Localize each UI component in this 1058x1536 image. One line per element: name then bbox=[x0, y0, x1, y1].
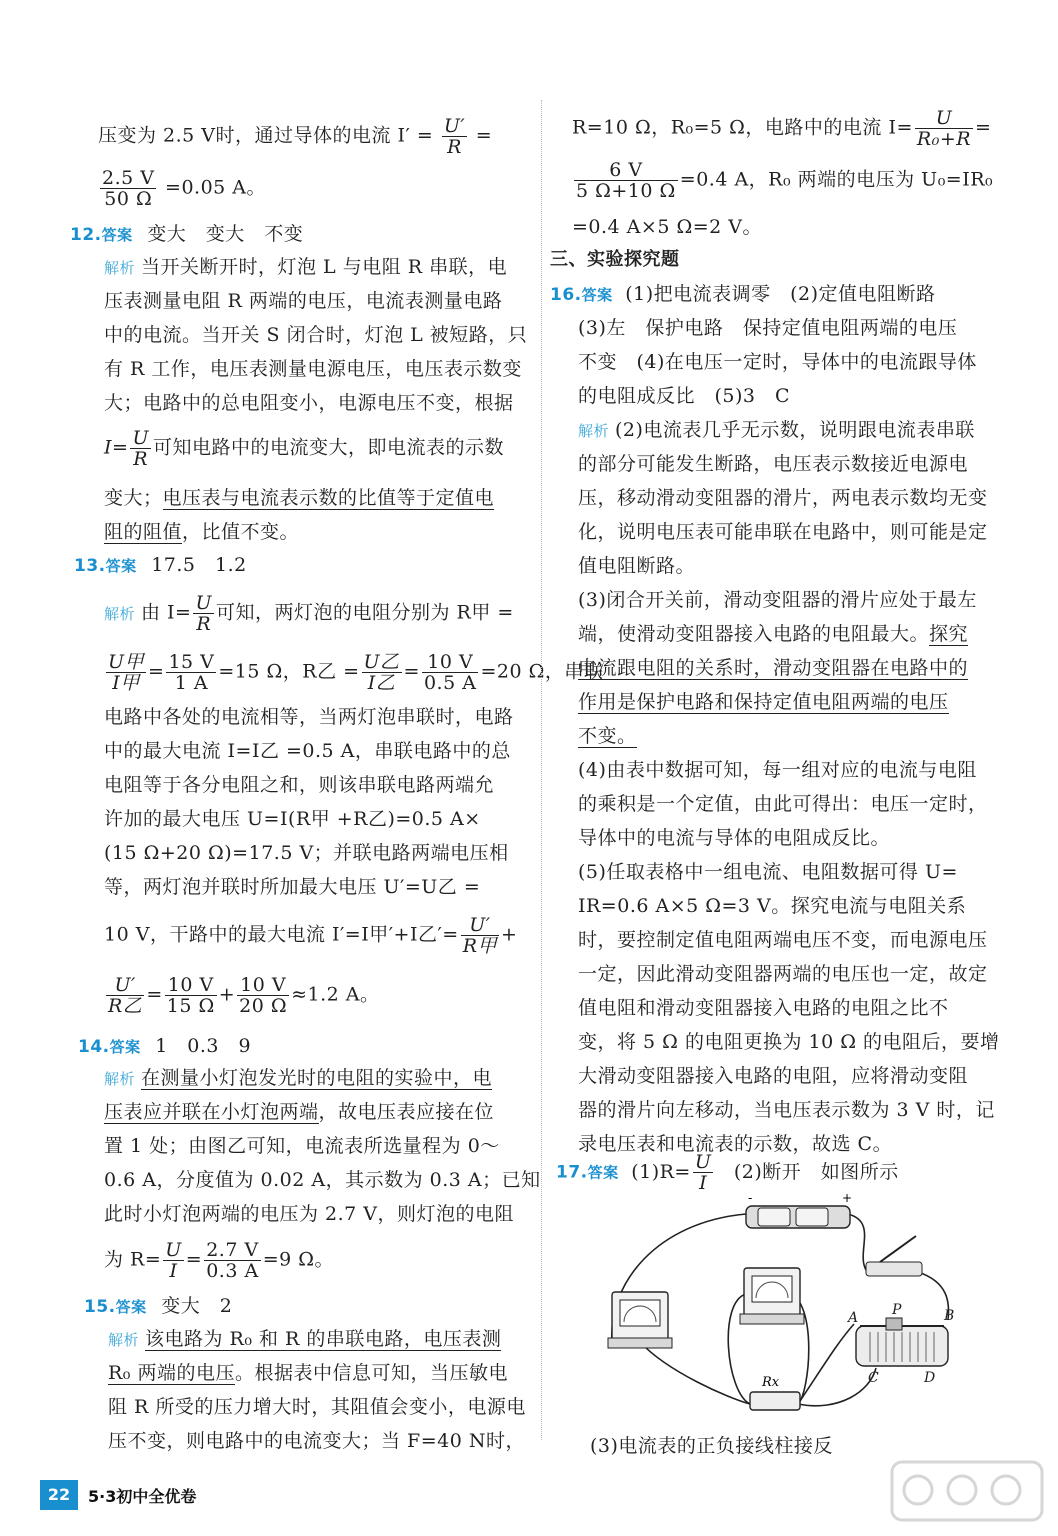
label-a: A bbox=[848, 1310, 859, 1326]
answer-tag: 答案 bbox=[109, 1038, 141, 1056]
text-line bbox=[98, 168, 266, 209]
text-line bbox=[104, 520, 299, 544]
text-line: (4)由表中数据可知，每一组对应的电流与电阻 bbox=[578, 759, 977, 781]
question-number: 12. bbox=[70, 225, 102, 245]
numerator: U bbox=[915, 108, 973, 129]
question-number: 16. bbox=[550, 285, 582, 305]
text-line: 等，两灯泡并联时所加最大电压 U′=U乙 = bbox=[104, 876, 481, 898]
label-p: P bbox=[892, 1302, 902, 1318]
denominator: I bbox=[169, 1260, 178, 1282]
underlined-text: R₀ 两端的电压 bbox=[108, 1362, 235, 1384]
underlined-text: 压表应并联在小灯泡两端 bbox=[104, 1101, 319, 1123]
text-line: 中的最大电流 I=I乙 =0.5 A，串联电路中的总 bbox=[104, 740, 511, 762]
text-line: 化，说明电压表可能串联在电路中，则可能是定 bbox=[578, 521, 988, 543]
fraction bbox=[574, 160, 678, 201]
text-line: 变，将 5 Ω 的电阻更换为 10 Ω 的电阻后，要增 bbox=[578, 1031, 1000, 1053]
question-12-answer bbox=[70, 222, 303, 247]
book-title: 5·3初中全优卷 bbox=[88, 1487, 197, 1506]
text: ，故电压表应接在位 bbox=[318, 1101, 495, 1123]
text: ，比值不变。 bbox=[182, 521, 300, 543]
fraction bbox=[130, 428, 151, 469]
text: =15 Ω，R乙 = bbox=[218, 660, 360, 683]
text: ≈1.2 A。 bbox=[291, 983, 380, 1006]
label-c: C bbox=[868, 1370, 879, 1386]
text-line: 值电阻断路。 bbox=[578, 555, 696, 577]
text-line bbox=[98, 116, 492, 157]
explanation-tag: 解析 bbox=[104, 259, 136, 277]
ammeter-icon bbox=[608, 1292, 672, 1348]
text-line: (5)任取表格中一组电流、电阻数据可得 U= bbox=[578, 861, 958, 883]
answer-tag: 答案 bbox=[105, 557, 137, 575]
text-line bbox=[104, 1066, 492, 1091]
numerator: U′ bbox=[443, 115, 466, 137]
numerator: 10 V bbox=[237, 975, 289, 996]
text-line: 许加的最大电压 U=I(R甲 +R乙)=0.5 A× bbox=[104, 808, 481, 830]
text: R=10 Ω，R₀=5 Ω，电路中的电流 I= bbox=[572, 116, 913, 139]
underlined-text: 阻的阻值 bbox=[104, 521, 183, 543]
fraction bbox=[461, 915, 499, 956]
question-number: 13. bbox=[74, 556, 106, 576]
underlined-text: 该电路为 R₀ 和 R 的串联电路，电压表测 bbox=[145, 1328, 502, 1350]
text: + bbox=[501, 923, 518, 946]
explanation-tag: 解析 bbox=[104, 1070, 136, 1088]
question-13-answer bbox=[74, 553, 247, 578]
explanation-tag: 解析 bbox=[578, 422, 610, 440]
battery-icon bbox=[746, 1192, 852, 1228]
text-line: 压表测量电阻 R 两端的电压，电流表测量电路 bbox=[104, 290, 503, 312]
numerator: U bbox=[195, 592, 212, 614]
text: 变大； bbox=[104, 487, 163, 509]
text-line bbox=[104, 486, 494, 510]
text-line: 有 R 工作，电压表测量电源电压，电压表示数变 bbox=[104, 358, 522, 380]
numerator: U乙 bbox=[363, 651, 400, 673]
text: = bbox=[475, 124, 493, 147]
text-line bbox=[578, 418, 975, 443]
answer-text: 1 0.3 9 bbox=[155, 1035, 252, 1057]
fraction bbox=[193, 593, 214, 634]
wire-ammeter-rx bbox=[640, 1342, 750, 1404]
text: (2)断开 如图所示 bbox=[733, 1160, 899, 1183]
text-line: 值电阻和滑动变阻器接入电路的电阻之比不 bbox=[578, 997, 949, 1019]
text: =20 Ω，串联 bbox=[480, 660, 604, 683]
denominator: R₀+R bbox=[916, 128, 972, 150]
text-line bbox=[572, 160, 993, 201]
text-line: 电路中各处的电流相等，当两灯泡串联时，电路 bbox=[104, 706, 514, 728]
denominator: R bbox=[447, 136, 462, 158]
numerator: U bbox=[165, 1239, 182, 1261]
explanation-tag: 解析 bbox=[104, 604, 136, 623]
text-line bbox=[108, 1327, 501, 1352]
column-divider bbox=[541, 100, 542, 1440]
section-heading: 三、实验探究题 bbox=[550, 249, 680, 270]
question-15-answer bbox=[84, 1294, 232, 1319]
fraction bbox=[106, 652, 146, 693]
text: 由 I= bbox=[141, 601, 192, 624]
numerator: 2.5 V bbox=[102, 167, 155, 189]
denominator: R甲 bbox=[462, 935, 498, 957]
text-line: 为 R= $\frac{U}{I}$ = $\frac{2.7 V}{0.3 A}$ =9 Ω。 bbox=[104, 1239, 334, 1282]
label-b: B bbox=[944, 1308, 955, 1324]
page-number: 22 bbox=[40, 1480, 78, 1510]
text-line: 时，要控制定值电阻两端电压不变，而电源电压 bbox=[578, 929, 988, 951]
numerator: 10 V bbox=[165, 975, 217, 996]
text-line: 不变 (4)在电压一定时，导体中的电流跟导体 bbox=[578, 351, 977, 373]
text-line: 中的电流。当开关 S 闭合时，灯泡 L 被短路，只 bbox=[104, 324, 528, 346]
text-line: 的乘积是一个定值，由此可得出：电压一定时， bbox=[578, 793, 988, 815]
fraction bbox=[693, 1152, 714, 1193]
text: =9 Ω。 bbox=[262, 1248, 334, 1271]
text-line: 0.6 A，分度值为 0.02 A，其示数为 0.3 A；已知 bbox=[104, 1169, 541, 1191]
question-16-answer bbox=[550, 282, 936, 307]
fraction bbox=[442, 116, 467, 157]
fraction bbox=[422, 652, 478, 693]
fraction bbox=[237, 975, 289, 1016]
text-line: 大滑动变阻器接入电路的电阻，应将滑动变阻 bbox=[578, 1065, 969, 1087]
text-line: 此时小灯泡两端的电压为 2.7 V，则灯泡的电阻 bbox=[104, 1203, 515, 1225]
numerator: U bbox=[694, 1151, 712, 1173]
switch-icon bbox=[866, 1236, 922, 1276]
text-line bbox=[578, 690, 949, 714]
text-line bbox=[104, 915, 517, 956]
text: 压变为 2.5 V时，通过导体的电流 I′ = bbox=[98, 124, 434, 147]
explanation-tag: 解析 bbox=[108, 1331, 140, 1349]
denominator: I乙 bbox=[367, 672, 396, 694]
numerator: 6 V bbox=[574, 160, 678, 181]
underlined-text: 在测量小灯泡发光时的电阻的实验中，电 bbox=[141, 1067, 493, 1089]
text: (2)电流表几乎无示数，说明跟电流表串联 bbox=[615, 419, 975, 441]
fraction bbox=[163, 1240, 184, 1281]
denominator: R bbox=[133, 448, 149, 470]
text: 端，使滑动变阻器接入电路的电阻最大。 bbox=[578, 623, 930, 645]
underlined-text: 不变。 bbox=[578, 725, 637, 747]
text: = bbox=[975, 116, 992, 139]
numerator: U′ bbox=[461, 915, 499, 936]
numerator: U甲 bbox=[108, 651, 145, 673]
text-line: 器的滑片向左移动，当电压表示数为 3 V 时，记 bbox=[578, 1099, 995, 1121]
fraction bbox=[204, 1240, 260, 1281]
watermark-logo bbox=[888, 1456, 1048, 1526]
text: 10 V，干路中的最大电流 I′=I甲′+I乙′= bbox=[104, 923, 459, 946]
text-line: 阻 R 所受的压力增大时，其阻值会变小，电源电 bbox=[108, 1396, 526, 1418]
text-line: 的部分可能发生断路，电压表示数接近电源电 bbox=[578, 453, 969, 475]
fraction bbox=[165, 975, 217, 1016]
answer-tag: 答案 bbox=[115, 1298, 147, 1316]
answer-tag: 答案 bbox=[587, 1163, 619, 1182]
denominator: R乙 bbox=[108, 995, 143, 1017]
answer-tag: 答案 bbox=[581, 286, 613, 304]
underlined-text: 探究 bbox=[929, 623, 969, 645]
text-line bbox=[104, 255, 507, 280]
question-17-answer bbox=[556, 1152, 899, 1193]
voltmeter-icon bbox=[740, 1268, 804, 1324]
text-line bbox=[578, 656, 968, 680]
text: 可知电路中的电流变大，即电流表的示数 bbox=[152, 436, 504, 459]
text-line bbox=[108, 1361, 508, 1385]
text: 当开关断开时，灯泡 L 与电阻 R 串联，电 bbox=[141, 256, 508, 278]
denominator: 15 Ω bbox=[166, 995, 215, 1017]
text-line: 压不变，则电路中的电流变大；当 F=40 N时， bbox=[108, 1430, 525, 1452]
text-line bbox=[104, 428, 504, 469]
denominator: I bbox=[699, 1172, 708, 1194]
resistor-rx-icon bbox=[750, 1375, 800, 1410]
label-rx: Rx bbox=[762, 1375, 780, 1390]
denominator: 1 A bbox=[174, 672, 209, 694]
text-line: 导体中的电流与导体的电阻成反比。 bbox=[578, 827, 891, 849]
text-line: 电阻等于各分电阻之和，则该串联电路两端允 bbox=[104, 774, 495, 796]
battery-plus: + bbox=[842, 1192, 853, 1205]
text-line bbox=[572, 108, 991, 149]
answer-text: 变大 2 bbox=[161, 1295, 233, 1317]
text: 可知，两灯泡的电阻分别为 R甲 = bbox=[216, 601, 514, 624]
text-line: 录电压表和电流表的示数，故选 C。 bbox=[578, 1133, 893, 1155]
question-14-answer bbox=[78, 1034, 251, 1059]
answer-text: 17.5 1.2 bbox=[151, 554, 247, 576]
wire-battery-switch bbox=[848, 1214, 866, 1270]
underlined-text: 作用是保护电路和保持定值电阻两端的电压 bbox=[578, 691, 949, 713]
text-line: $\frac{U'}{\text{R乙}}$ = $\frac{10 V}{15 \Omega}$ + $\frac{10 V}{20 \Omega}$ ≈1.2 A。 bbox=[108, 974, 380, 1017]
text: =0.05 A。 bbox=[165, 176, 267, 199]
text-line: (3)左 保护电路 保持定值电阻两端的电压 bbox=[578, 317, 958, 339]
answer-text: 变大 变大 不变 bbox=[147, 223, 304, 245]
text: 为 R= bbox=[104, 1248, 162, 1271]
underlined-text: 电流跟电阻的关系时，滑动变阻器在电路中的 bbox=[578, 657, 969, 679]
numerator: U′ bbox=[106, 975, 144, 996]
denominator: R bbox=[196, 613, 212, 635]
answer-text: (1)把电流表调零 (2)定值电阻断路 bbox=[625, 283, 936, 305]
text-line: (15 Ω+20 Ω)=17.5 V；并联电路两端电压相 bbox=[104, 842, 509, 864]
fraction bbox=[100, 168, 156, 209]
text-line: 大；电路中的总电阻变小，电源电压不变，根据 bbox=[104, 392, 514, 414]
text-line: $\frac{\text{U甲}}{\text{I甲}}$ = $\frac{15 V}{1 A}$ =15 Ω，R乙 = $\frac{\text{U乙}}{\text{I乙}}$ = $\frac{10 V}{0.5 A}$ =20 Ω，串联 bbox=[108, 651, 604, 694]
text-line bbox=[578, 622, 968, 646]
text-line bbox=[104, 1100, 494, 1124]
fraction bbox=[106, 975, 144, 1016]
denominator: 0.3 A bbox=[206, 1260, 259, 1282]
text-line: 的电阻成反比 (5)3 C bbox=[578, 385, 791, 407]
text-line: (3)电流表的正负接线柱接反 bbox=[590, 1435, 833, 1457]
text: =0.4 A，R₀ 两端的电压为 U₀=IR₀ bbox=[679, 168, 994, 191]
text-line bbox=[578, 724, 637, 748]
text-line: 置 1 处；由图乙可知，电流表所选量程为 0～ bbox=[104, 1135, 500, 1157]
question-number: 17. bbox=[556, 1162, 588, 1183]
fraction bbox=[166, 652, 216, 693]
text-line: (3)闭合开关前，滑动变阻器的滑片应处于最左 bbox=[578, 589, 977, 611]
text-line: 压，移动滑动变阻器的滑片，两电表示数均无变 bbox=[578, 487, 988, 509]
denominator: 50 Ω bbox=[104, 188, 153, 210]
text-line: 一定，因此滑动变阻器两端的电压也一定，故定 bbox=[578, 963, 988, 985]
text: I= bbox=[104, 436, 129, 459]
numerator: U bbox=[132, 427, 149, 449]
wire-a-terminal bbox=[798, 1324, 854, 1404]
question-number: 14. bbox=[78, 1037, 110, 1057]
denominator: 5 Ω+10 Ω bbox=[576, 180, 676, 202]
circuit-diagram bbox=[598, 1192, 978, 1428]
denominator: 20 Ω bbox=[239, 995, 288, 1017]
label-d: D bbox=[924, 1370, 936, 1386]
battery-minus: - bbox=[748, 1192, 753, 1205]
text: 。根据表中信息可知，当压敏电 bbox=[234, 1362, 508, 1384]
underlined-text: 电压表与电流表示数的比值等于定值电 bbox=[162, 487, 495, 509]
denominator: 0.5 A bbox=[423, 672, 477, 694]
text-line bbox=[104, 593, 514, 634]
text: (1)R= bbox=[631, 1160, 691, 1183]
text-line: =0.4 A×5 Ω=2 V。 bbox=[572, 216, 762, 238]
numerator: 15 V bbox=[168, 651, 215, 673]
fraction bbox=[915, 108, 973, 149]
denominator: I甲 bbox=[112, 672, 140, 694]
numerator: 2.7 V bbox=[206, 1239, 259, 1261]
rheostat-icon bbox=[846, 1302, 954, 1386]
question-number: 15. bbox=[84, 1297, 116, 1317]
answer-tag: 答案 bbox=[101, 226, 133, 244]
fraction bbox=[362, 652, 402, 693]
text-line: IR=0.6 A×5 Ω=3 V。探究电流与电阻关系 bbox=[578, 895, 967, 917]
numerator: 10 V bbox=[422, 652, 478, 673]
